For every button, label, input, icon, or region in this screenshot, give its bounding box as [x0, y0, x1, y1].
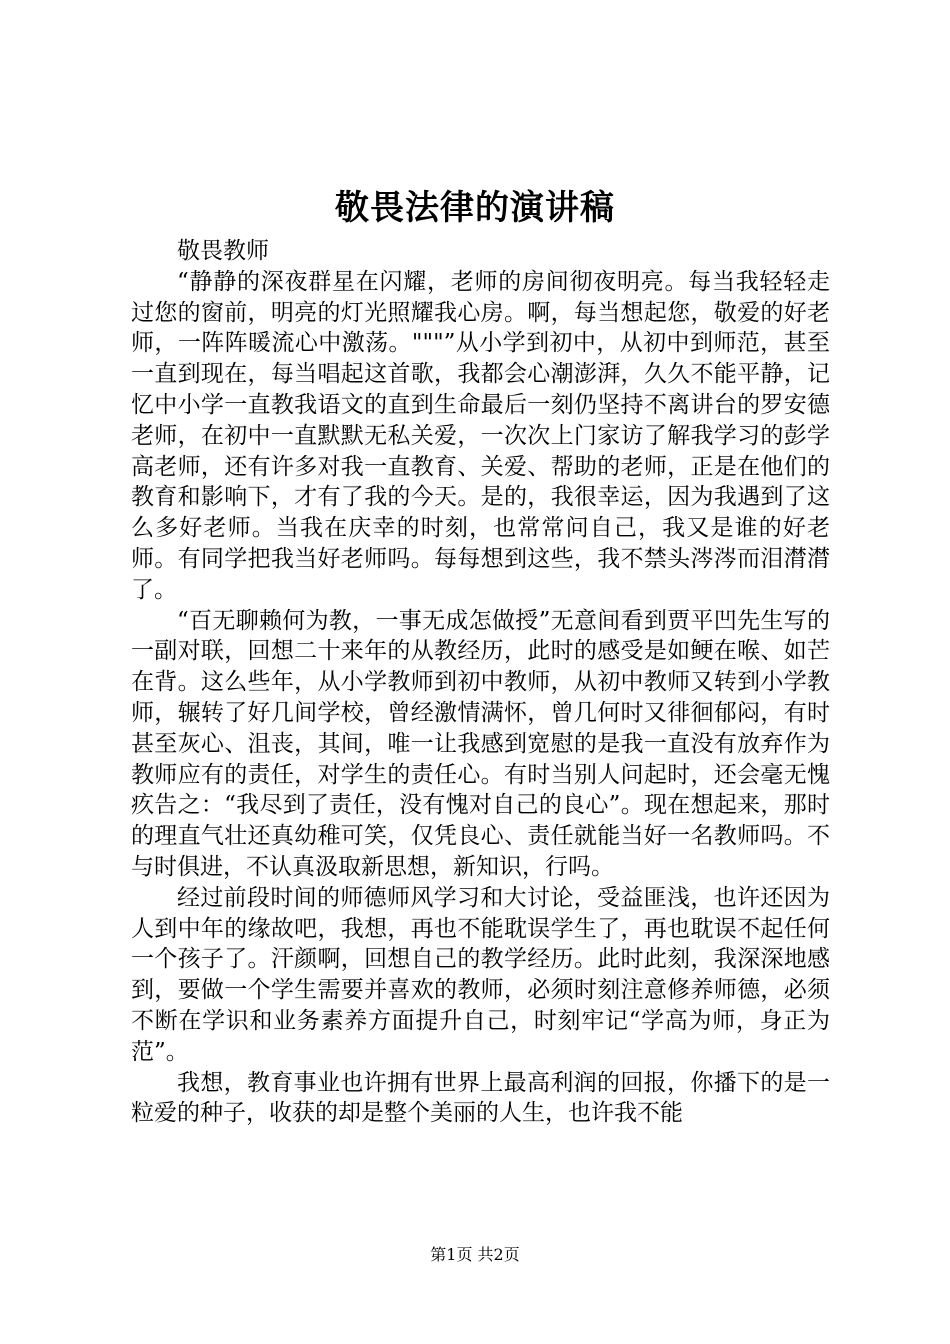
paragraph-salutation: 敬畏教师	[177, 238, 269, 264]
page-footer: 第1页 共2页	[430, 1245, 520, 1264]
paragraph: “百无聊赖何为教，一事无成怎做授”无意间看到贾平凹先生写的一副对联，回想二十来年的从教经历，此时的感受是如鲠在喉、如芒在背。这么些年，从小学教师到初中教师，从初中教师又转到小学教师，辗转了好几间学校，曾经激情满怀，曾几何时又徘徊郁闷，有时甚至灰心、沮丧，其间，唯一让我感到宽慰的是我一直没有放弃作为教师应有的责任，对学生的责任心。有时当别人问起时，还会毫无愧疚告之：“我尽到了责任，没有愧对自己的良心”。现在想起来，那时的理直气壮还真幼稚可笑，仅凭良心、责任就能当好一名教师吗。不与时俱进，不认真汲取新思想，新知识，行吗。	[131, 607, 830, 880]
paragraph: 我想，教育事业也许拥有世界上最高利润的回报，你播下的是一粒爱的种子，收获的却是整个美丽的人生，也许我不能	[131, 1069, 830, 1127]
paragraph: 经过前段时间的师德师风学习和大讨论，受益匪浅，也许还因为人到中年的缘故吧，我想，再也不能耽误学生了，再也耽误不起任何一个孩子了。汗颜啊，回想自己的教学经历。此时此刻，我深深地感到，要做一个学生需要并喜欢的教师，必须时刻注意修养师德，必须不断在学识和业务素养方面提升自己，时刻牢记“学高为师，身正为范”。	[131, 884, 830, 1065]
document-title: 敬畏法律的演讲稿	[335, 188, 615, 228]
document-body	[131, 236, 830, 1129]
paragraph: “静静的深夜群星在闪耀，老师的房间彻夜明亮。每当我轻轻走过您的窗前，明亮的灯光照耀我心房。啊，每当想起您，敬爱的好老师，一阵阵暖流心中激荡。"""”从小学到初中，从初中到师范，甚至一直到现在，每当唱起这首歌，我都会心潮澎湃，久久不能平静，记忆中小学一直教我语文的直到生命最后一刻仍坚持不离讲台的罗安德老师，在初中一直默默无私关爱，一次次上门家访了解我学习的彭学高老师，还有许多对我一直教育、关爱、帮助的老师，正是在他们的教育和影响下，才有了我的今天。是的，我很幸运，因为我遇到了这么多好老师。当我在庆幸的时刻，也常常问自己，我又是谁的好老师。有同学把我当好老师吗。每每想到这些，我不禁头涔涔而泪潸潸了。	[131, 268, 830, 603]
